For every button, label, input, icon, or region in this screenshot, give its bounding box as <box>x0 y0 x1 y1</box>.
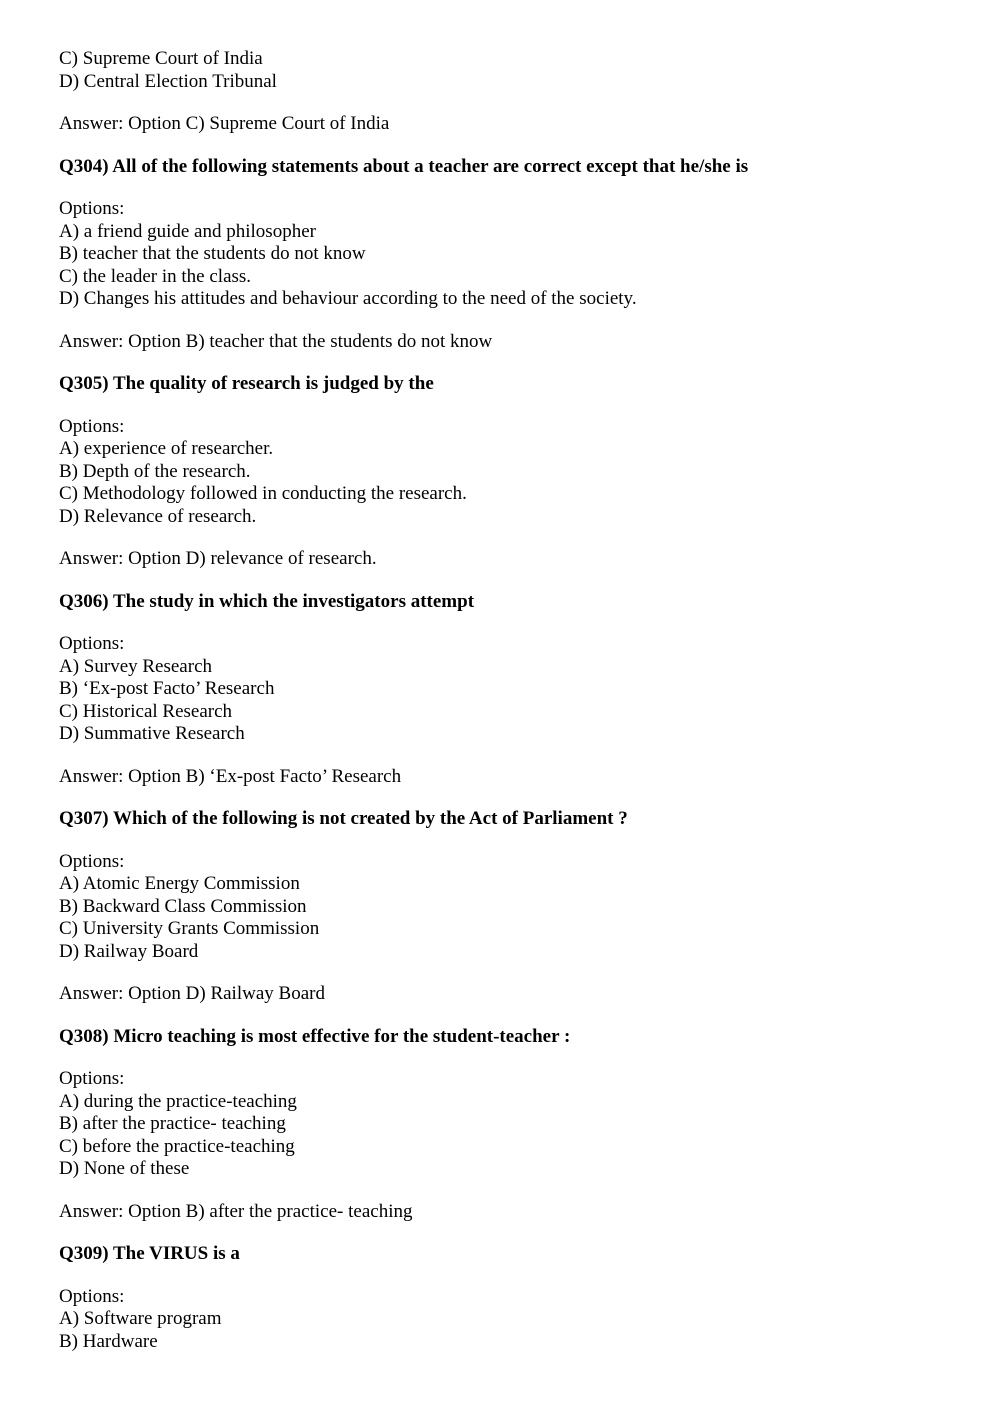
answer-line: Answer: Option D) relevance of research. <box>59 548 377 569</box>
question-block-q309 <box>59 1243 939 1353</box>
option-line: D) None of these <box>59 1158 190 1179</box>
options-label: Options: <box>59 850 125 872</box>
options-label: Options: <box>59 1068 125 1089</box>
option-line: D) Railway Board <box>59 940 199 962</box>
question-text: Q306) The study in which the investigators attempt <box>59 590 475 612</box>
question-block-q307 <box>59 808 939 1026</box>
option-line: A) a friend guide and philosopher <box>59 220 316 242</box>
option-line: C) before the practice-teaching <box>59 1135 295 1157</box>
option-line: A) experience of researcher. <box>59 438 274 459</box>
answer-line: Answer: Option B) after the practice- teaching <box>59 1200 413 1222</box>
option-line: A) Software program <box>59 1308 222 1329</box>
question-block-q306 <box>59 591 939 809</box>
options-label: Options: <box>59 633 125 654</box>
option-line: D) Central Election Tribunal <box>59 70 277 92</box>
option-line: C) University Grants Commission <box>59 918 320 939</box>
answer-line: Answer: Option B) teacher that the students do not know <box>59 330 493 352</box>
option-line: A) Survey Research <box>59 655 213 677</box>
options-label: Options: <box>59 1285 125 1307</box>
option-line: A) Atomic Energy Commission <box>59 873 300 894</box>
option-line: C) Historical Research <box>59 700 233 722</box>
question-text: Q307) Which of the following is not created by the Act of Parliament ? <box>59 808 628 829</box>
question-block-q308 <box>59 1026 939 1244</box>
answer-line: Answer: Option C) Supreme Court of India <box>59 113 390 134</box>
option-line: B) ‘Ex-post Facto’ Research <box>59 678 275 699</box>
option-line: D) Changes his attitudes and behaviour according to the need of the society. <box>59 288 637 309</box>
question-text: Q305) The quality of research is judged by the <box>59 373 434 394</box>
question-text: Q308) Micro teaching is most effective for the student-teacher : <box>59 1025 571 1047</box>
answer-line: Answer: Option B) ‘Ex-post Facto’ Research <box>59 765 402 787</box>
option-line: D) Summative Research <box>59 723 245 744</box>
option-line: C) Supreme Court of India <box>59 48 263 69</box>
answer-line: Answer: Option D) Railway Board <box>59 983 325 1004</box>
option-line: B) teacher that the students do not know <box>59 243 366 264</box>
option-line: B) Backward Class Commission <box>59 895 307 917</box>
question-block-q305 <box>59 373 939 591</box>
options-label: Options: <box>59 415 125 437</box>
option-line: A) during the practice-teaching <box>59 1090 297 1112</box>
option-line: B) Hardware <box>59 1330 158 1352</box>
document-page <box>59 48 939 1353</box>
question-block-q304 <box>59 156 939 374</box>
option-line: D) Relevance of research. <box>59 505 257 527</box>
option-line: C) the leader in the class. <box>59 265 252 287</box>
option-line: C) Methodology followed in conducting the research. <box>59 483 467 504</box>
question-text: Q304) All of the following statements about a teacher are correct except that he/she is <box>59 155 749 177</box>
question-text: Q309) The VIRUS is a <box>59 1243 240 1264</box>
option-line: B) Depth of the research. <box>59 460 251 482</box>
q303-continuation <box>59 48 939 156</box>
options-label: Options: <box>59 198 125 219</box>
option-line: B) after the practice- teaching <box>59 1113 286 1134</box>
